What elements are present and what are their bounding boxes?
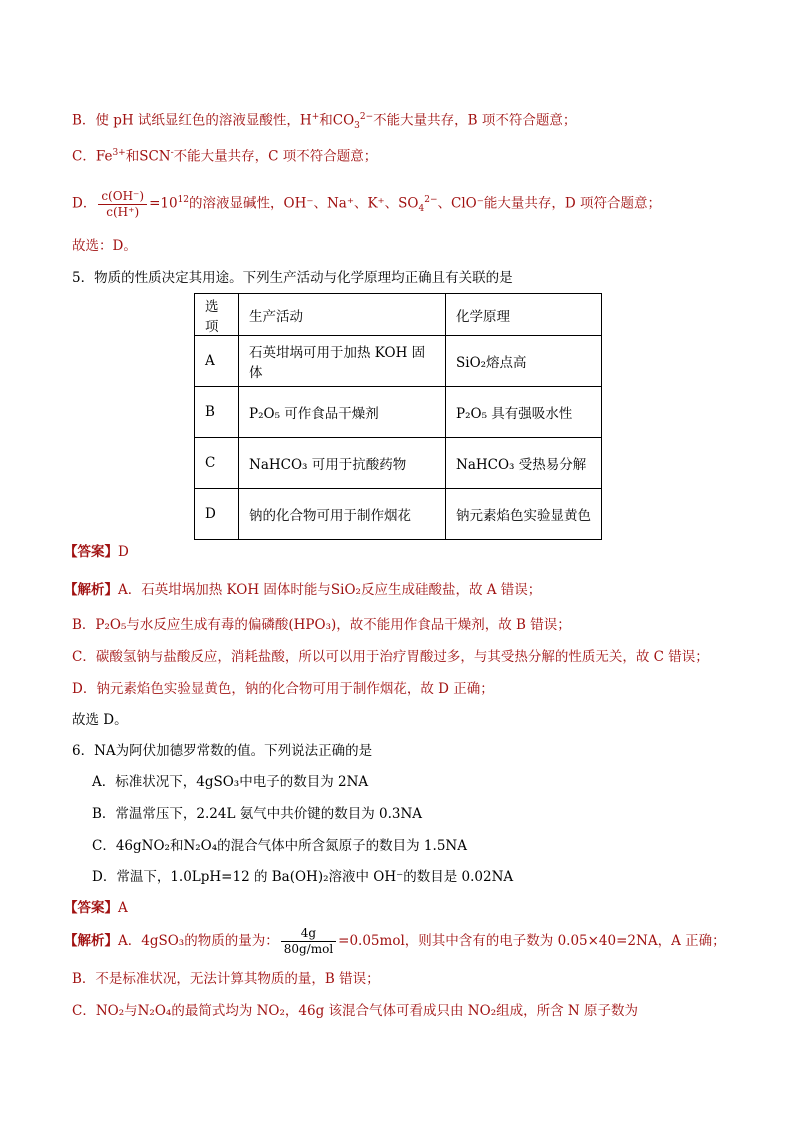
table-cell-option: C	[195, 438, 239, 489]
analysis-a-text-1: A．4gSO₃的物质的量为：	[118, 933, 279, 949]
q6-option-d: D．常温下，1.0LpH=12 的 Ba(OH)₂溶液中 OH⁻的数目是 0.02NA	[92, 869, 514, 885]
table-cell-activity: NaHCO₃ 可用于抗酸药物	[239, 438, 446, 489]
q5-analysis-a	[64, 580, 541, 600]
q6-a-fraction-num: 4g	[281, 926, 336, 942]
q4-option-c-analysis: C．$Fe^{3+}$和SCN-不能大量共存，C 项不符合题意；	[72, 148, 378, 165]
table-cell-activity: 石英坩埚可用于加热 KOH 固体	[239, 336, 446, 387]
analysis-a-text-2: =0.05mol，则其中含有的电子数为 0.05×40=2NA，A 正确；	[338, 933, 726, 949]
q4-d-eq: =10	[149, 195, 178, 212]
q4-choice: 故选：D。	[72, 238, 137, 254]
q4-d-fraction-num: c(OH⁻)	[98, 189, 147, 205]
q5-choice: 故选 D。	[72, 712, 128, 728]
q5-analysis-b: B．P₂O₅与水反应生成有毒的偏磷酸(HPO₃)，故不能用作食品干燥剂，故 B 错误；	[72, 617, 571, 633]
table-cell-principle: NaHCO₃ 受热易分解	[446, 438, 602, 489]
q4-c-text-1: C．Fe	[72, 148, 113, 165]
q4-d-text-2: 、ClO⁻能大量共存，D 项符合题意；	[437, 195, 661, 212]
table-cell-option: D	[195, 489, 239, 540]
analysis-a-text: A．石英坩埚加热 KOH 固体时能与SiO₂反应生成硅酸盐，故 A 错误；	[118, 582, 542, 598]
q4-c-text-3: 不能大量共存，C 项不符合题意；	[173, 148, 378, 165]
q4-d-exp: 12	[177, 195, 190, 205]
table-cell-activity: 钠的化合物可用于制作烟花	[239, 489, 446, 540]
q6-answer	[64, 898, 128, 918]
analysis-tag: 【解析】	[64, 582, 118, 598]
q5-analysis-c: C．碳酸氢钠与盐酸反应，消耗盐酸，所以可以用于治疗胃酸过多，与其受热分解的性质无关，故 C 错误；	[72, 649, 709, 665]
q6-option-a: A．标准状况下，4gSO₃中电子的数目为 2NA	[92, 774, 369, 790]
q6-analysis-b: B．不是标准状况，无法计算其物质的量，B 错误；	[72, 971, 380, 987]
q4-d-text-1: 的溶液显碱性，OH⁻、Na⁺、K⁺、SO	[189, 195, 419, 212]
answer-value: A	[118, 900, 128, 916]
table-header-row	[195, 294, 602, 336]
q4-d-prefix: D．	[72, 195, 97, 212]
q4-d-fraction	[98, 189, 147, 220]
q4-b-text-3: 不能大量共存，B 项不符合题意；	[373, 112, 577, 129]
q5-stem: 5．物质的性质决定其用途。下列生产活动与化学原理均正确且有关联的是	[72, 270, 513, 286]
q6-a-fraction-den: 80g/mol	[283, 942, 334, 956]
q5-options-table	[194, 293, 602, 540]
analysis-tag: 【解析】	[64, 933, 118, 949]
q4-d-fraction-den: c(H⁺)	[106, 204, 140, 219]
answer-tag: 【答案】	[64, 544, 118, 560]
table-header-activity: 生产活动	[239, 294, 446, 336]
q6-a-fraction	[281, 926, 336, 957]
q4-option-b-analysis: B．使 pH 试纸显红色的溶液显酸性，H+和$CO_3^{2-}$不能大量共存，B 项不符合题意；	[72, 112, 577, 132]
answer-value: D	[118, 544, 129, 560]
q4-b-text-2: 和CO	[319, 112, 355, 129]
table-row	[195, 336, 602, 387]
q6-option-c: C．46gNO₂和N₂O₄的混合气体中所含氮原子的数目为 1.5NA	[92, 838, 467, 854]
table-header-principle: 化学原理	[446, 294, 602, 336]
q5-analysis-d: D．钠元素焰色实验显黄色，钠的化合物可用于制作烟花，故 D 正确；	[72, 681, 494, 697]
q4-c-text-2: 和SCN	[125, 148, 171, 165]
q6-option-b: B．常温常压下，2.24L 氨气中共价键的数目为 0.3NA	[92, 806, 423, 822]
table-cell-principle: SiO₂熔点高	[446, 336, 602, 387]
table-row	[195, 489, 602, 540]
q5-answer	[64, 542, 129, 562]
answer-tag: 【答案】	[64, 900, 118, 916]
table-cell-option: B	[195, 387, 239, 438]
table-header-option: 选项	[195, 294, 239, 336]
table-cell-option: A	[195, 336, 239, 387]
table-row	[195, 438, 602, 489]
q4-option-d-analysis: D． $\frac{c(OH^-)}{c(H^+)}$ $=10^{12}$的溶液显碱性，OH⁻、Na⁺、K⁺、$SO_4^{2-}$、ClO⁻能大量共存，D 项符合题意；	[72, 188, 661, 219]
q6-stem: 6．NA为阿伏加德罗常数的值。下列说法正确的是	[72, 743, 373, 759]
table-row	[195, 387, 602, 438]
q6-analysis-a	[64, 923, 726, 959]
table-cell-principle: 钠元素焰色实验显黄色	[446, 489, 602, 540]
q4-b-text-1: B．使 pH 试纸显红色的溶液显酸性，H	[72, 112, 312, 129]
q6-analysis-c: C．NO₂与N₂O₄的最简式均为 NO₂，46g 该混合气体可看成只由 NO₂组成，所含 N 原子数为	[72, 1003, 638, 1019]
table-cell-principle: P₂O₅ 具有强吸水性	[446, 387, 602, 438]
table-cell-activity: P₂O₅ 可作食品干燥剂	[239, 387, 446, 438]
